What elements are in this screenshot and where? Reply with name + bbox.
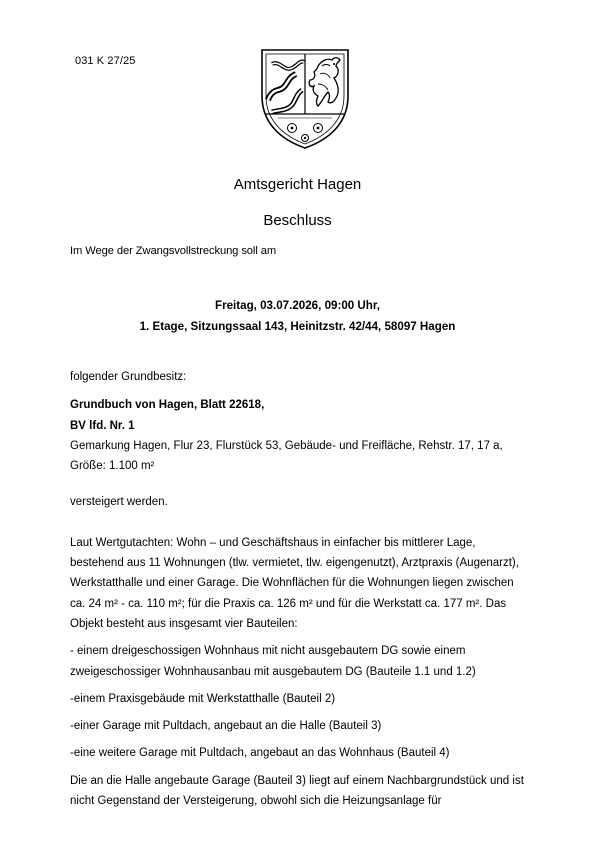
building-part-3: -einer Garage mit Pultdach, angebaut an die Halle (Bauteil 3): [70, 720, 382, 733]
register-entry: BV lfd. Nr. 1: [70, 419, 135, 432]
auction-statement: versteigert werden.: [70, 496, 168, 509]
appointment-date-time: Freitag, 03.07.2026, 09:00 Uhr,: [215, 299, 380, 312]
intro-text: Im Wege der Zwangsvollstreckung soll am: [70, 245, 277, 257]
document-body: [70, 367, 528, 811]
building-part-2: -einem Praxisgebäude mit Werkstatthalle (Bauteil 2): [70, 692, 336, 705]
appointment-block: [0, 295, 595, 337]
property-label: folgender Grundbesitz:: [70, 371, 187, 383]
nrw-coat-of-arms-icon: [258, 44, 352, 152]
document-type-title: Beschluss: [263, 212, 332, 229]
case-number: 031 K 27/25: [75, 55, 136, 67]
appraisal-note: Die an die Halle angebaute Garage (Bauteil 3) liegt auf einem Nachbargrundstück und ist nicht Gegenstand der Versteigerung, obwohl sich die Heizungsanlage für: [70, 774, 524, 808]
building-part-1: - einem dreigeschossigen Wohnhaus mit nicht ausgebautem DG sowie einem zweigeschossiger Wohnhausanbau mit ausgebautem DG (Bauteile 1.1 und 1.2): [70, 645, 476, 678]
court-name: Amtsgericht Hagen: [233, 176, 362, 193]
building-part-4: -eine weitere Garage mit Pultdach, angebaut an das Wohnhaus (Bauteil 4): [70, 747, 450, 760]
land-register: Grundbuch von Hagen, Blatt 22618,: [70, 399, 265, 412]
property-description: Gemarkung Hagen, Flur 23, Flurstück 53, Gebäude- und Freifläche, Rehstr. 17, 17 a, Größe: 1.100 m²: [70, 439, 503, 473]
appointment-location: 1. Etage, Sitzungssaal 143, Heinitzstr. 42/44, 58097 Hagen: [139, 320, 456, 333]
appraisal-summary: Laut Wertgutachten: Wohn – und Geschäftshaus in einfacher bis mittlerer Lage, bestehend aus 11 Wohnungen (tlw. vermietet, tlw. eigengenutzt), Arztpraxis (Augenarzt), Werkstatthalle und einer Garage. Die Wohnflächen für die Wohnungen liegen zwischen ca. 24 m² - ca. 110 m²; für die Praxis ca. 126 m² und für die Werkstatt ca. 177 m². Das Objekt besteht aus insgesamt vier Bauteilen:: [70, 536, 519, 630]
